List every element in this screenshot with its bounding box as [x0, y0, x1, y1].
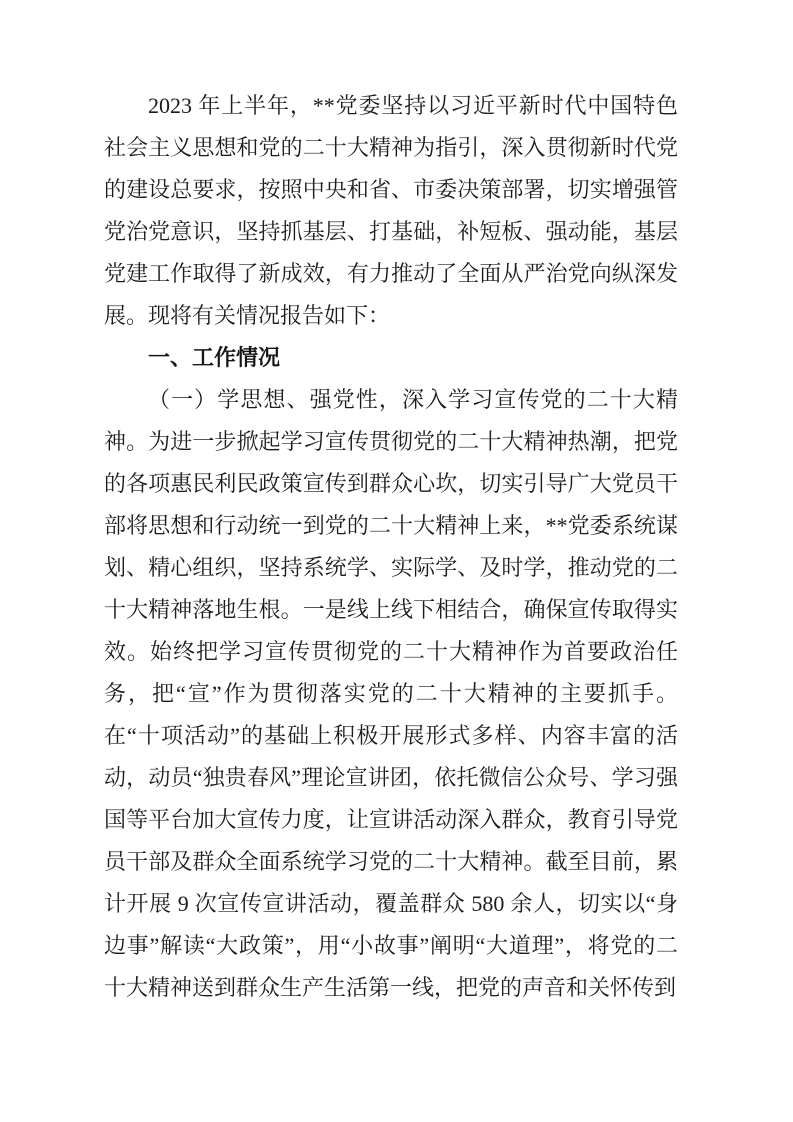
- document-content: [104, 85, 678, 1009]
- section-heading-work-situation: 一、工作情况: [148, 345, 281, 370]
- paragraph-section-one: （一）学思想、强党性，深入学习宣传党的二十大精神。为进一步掀起学习宣传贯彻党的二十大精神热潮，把党的各项惠民利民政策宣传到群众心坎，切实引导广大党员干部将思想和行动统一到党的二十大精神上来，**党委系统谋划、精心组织，坚持系统学、实际学、及时学，推动党的二十大精神落地生根。一是线上线下相结合，确保宣传取得实效。始终把学习宣传贯彻党的二十大精神作为首要政治任务，把“宣”作为贯彻落实党的二十大精神的主要抓手。在“十项活动”的基础上积极开展形式多样、内容丰富的活动，动员“独贵春风”理论宣讲团，依托微信公众号、学习强国等平台加大宣传力度，让宣讲活动深入群众，教育引导党员干部及群众全面系统学习党的二十大精神。截至目前，累计开展 9 次宣传宣讲活动，覆盖群众 580 余人，切实以“身边事”解读“大政策”，用“小故事”阐明“大道理”，将党的二十大精神送到群众生产生活第一线，把党的声音和关怀传到: [104, 387, 678, 1000]
- paragraph-intro: 2023 年上半年，**党委坚持以习近平新时代中国特色社会主义思想和党的二十大精神为指引，深入贯彻新时代党的建设总要求，按照中央和省、市委决策部署，切实增强管党治党意识，坚持抓基层、打基础，补短板、强动能，基层党建工作取得了新成效，有力推动了全面从严治党向纵深发展。现将有关情况报告如下：: [104, 93, 678, 328]
